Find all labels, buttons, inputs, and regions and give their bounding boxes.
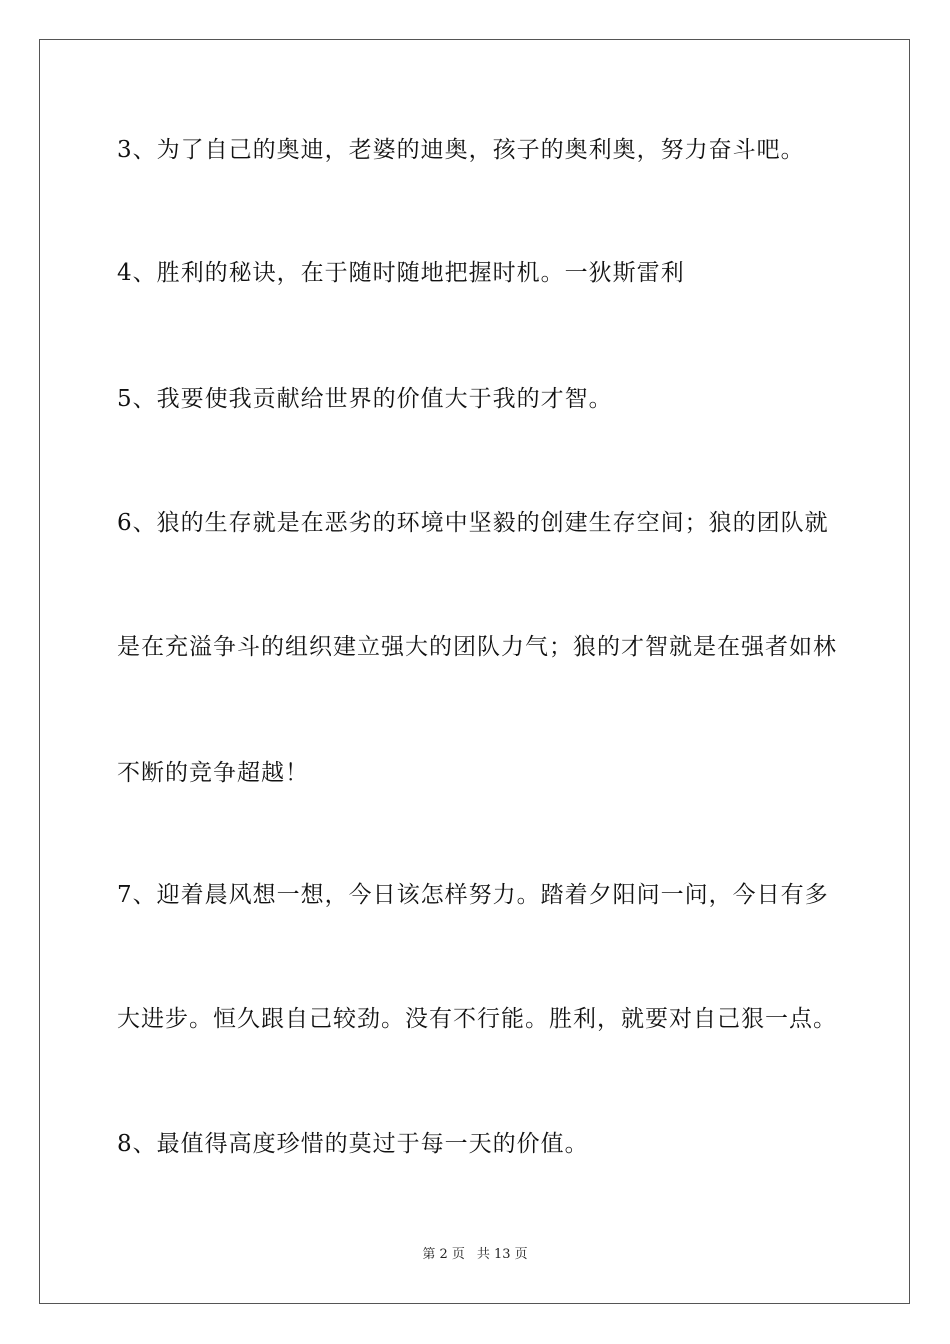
paragraph-4-line-1: 4、胜利的秘诀，在于随时随地把握时机。一狄斯雷利	[117, 260, 685, 286]
paragraph-6-line-2: 是在充溢争斗的组织建立强大的团队力气；狼的才智就是在强者如林	[117, 634, 837, 660]
page-footer	[0, 1246, 950, 1264]
paragraph-7-line-2: 大进步。恒久跟自己较劲。没有不行能。胜利，就要对自己狠一点。	[117, 1006, 837, 1032]
paragraph-8-line-1: 8、最值得高度珍惜的莫过于每一天的价值。	[117, 1131, 589, 1157]
paragraph-3-line-1: 3、为了自己的奥迪，老婆的迪奥，孩子的奥利奥，努力奋斗吧。	[117, 137, 805, 163]
paragraph-6-line-3: 不断的竞争超越！	[117, 760, 309, 786]
paragraph-5-line-1: 5、我要使我贡献给世界的价值大于我的才智。	[117, 386, 613, 412]
page-total: 共 13 页	[476, 1247, 528, 1262]
page-number: 第 2 页	[422, 1247, 465, 1262]
paragraph-6-line-1: 6、狼的生存就是在恶劣的环境中坚毅的创建生存空间；狼的团队就	[117, 510, 829, 536]
page-border	[39, 39, 910, 1304]
paragraph-7-line-1: 7、迎着晨风想一想，今日该怎样努力。踏着夕阳问一问，今日有多	[117, 882, 829, 908]
